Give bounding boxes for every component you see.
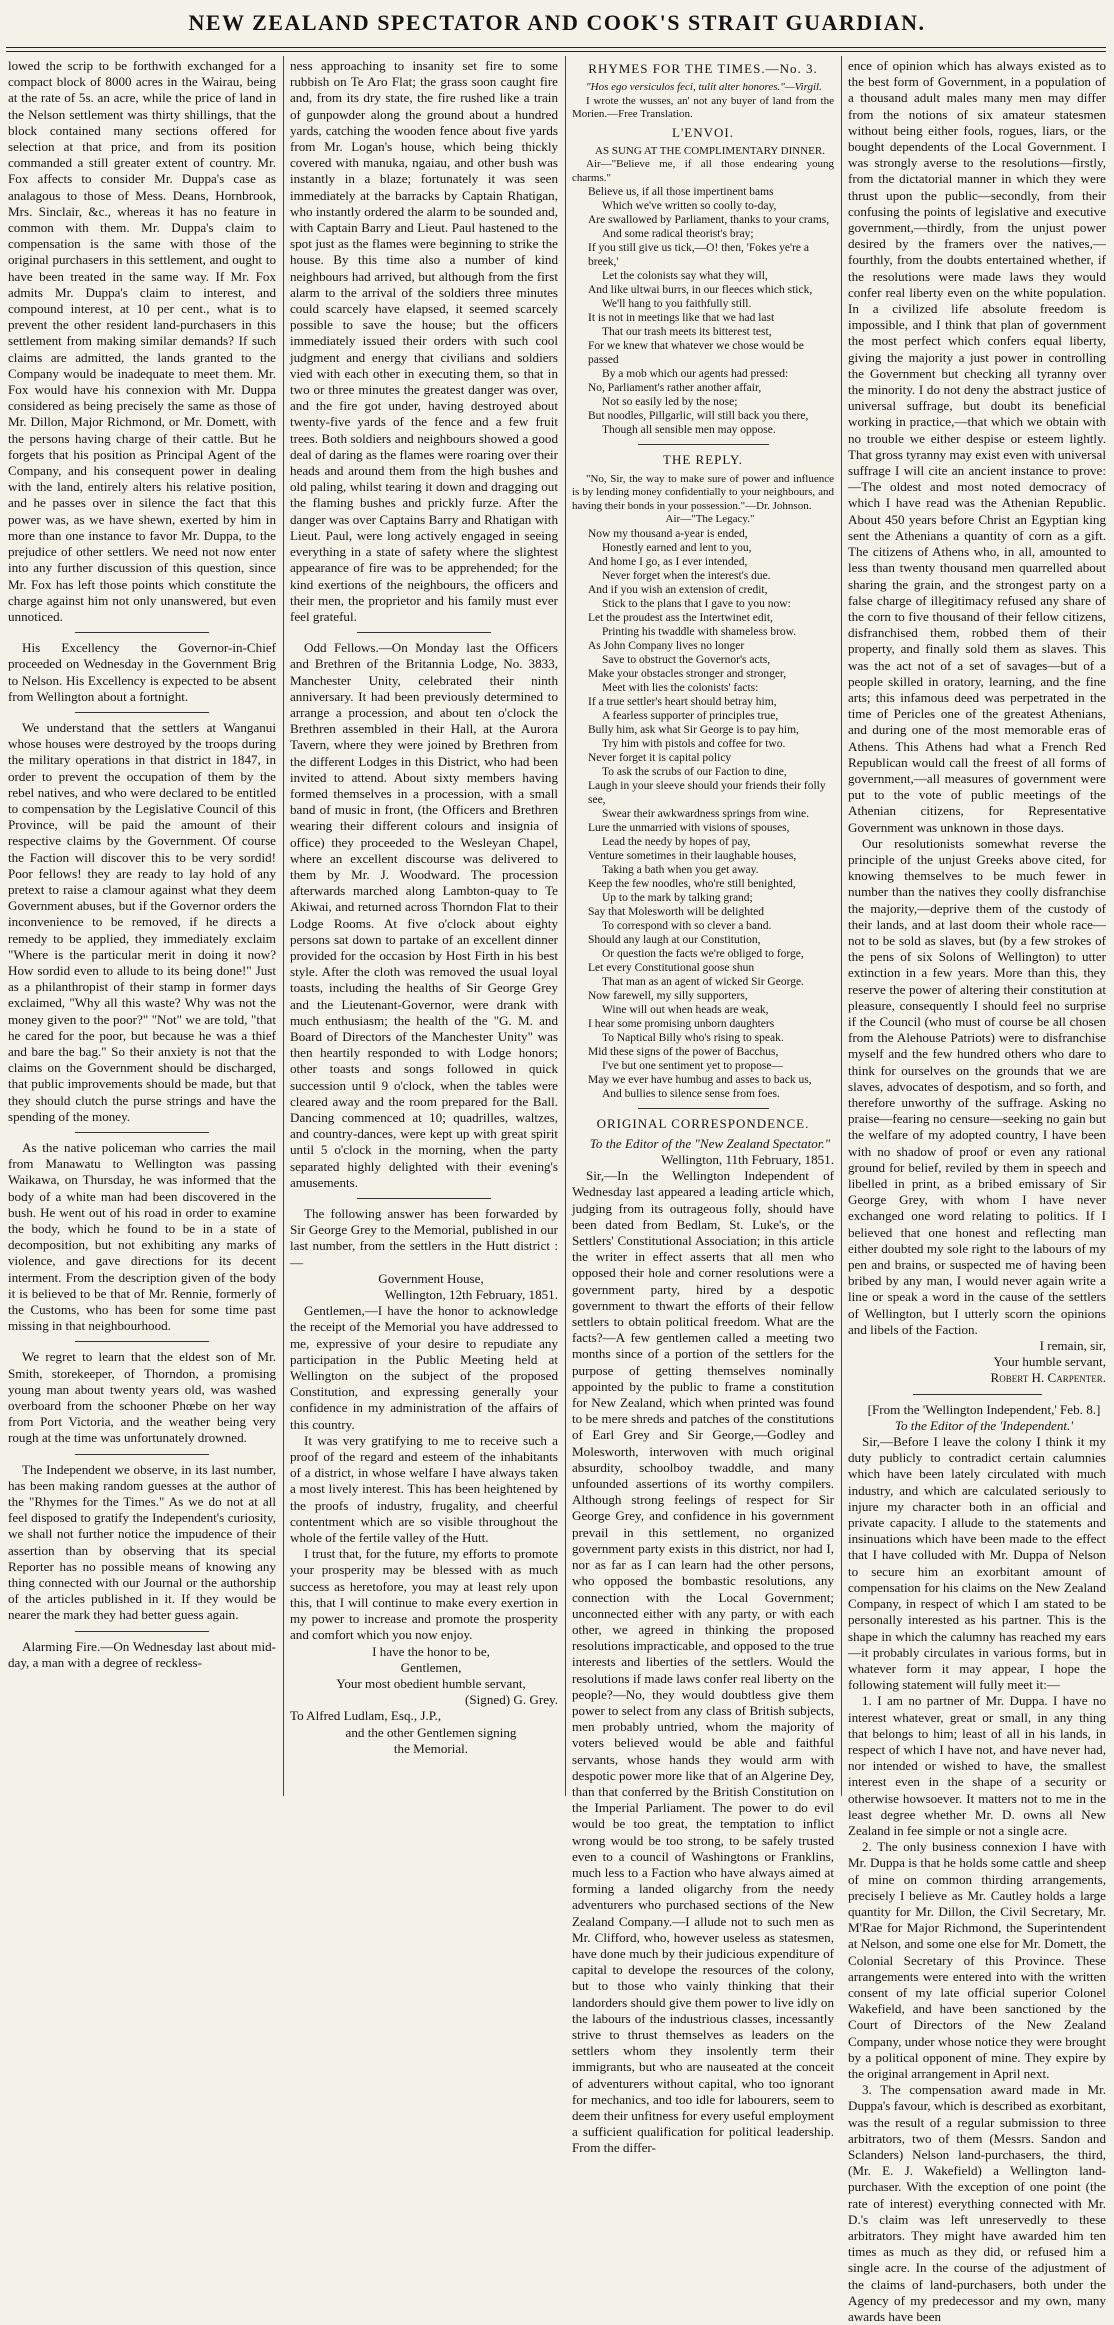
verse-line: Lure the unmarried with visions of spouses,: [588, 821, 790, 834]
letter-closing: I have the honor to be,: [372, 1643, 490, 1659]
divider: [357, 1198, 491, 1199]
verse-line: Stick to the plans that I gave to you now:: [602, 597, 791, 610]
letter-paragraph: Gentlemen,—I have the honor to acknowledge the receipt of the Memorial you have addressed to me, expressive of your desire to repudiate any participation in the Public Meeting held at Wellington on the subject of the proposed Constitution, and expressing generally your confidence in my administration of the affairs of this country.: [290, 1303, 558, 1432]
letter-recipient: the Memorial.: [393, 1740, 469, 1756]
correspondence-to: To the Editor of the "New Zealand Spectator.": [589, 1135, 831, 1151]
verse-line: We'll hang to you faithfully still.: [602, 298, 752, 311]
verse-line: And bullies to silence sense from foes.: [602, 1087, 780, 1100]
epigraph: "Hos ego versiculos feci, tulit alter honores."—Virgil.: [586, 81, 822, 94]
masthead-title: NEW ZEALAND SPECTATOR AND COOK'S STRAIT GUARDIAN.: [188, 10, 926, 35]
letter-closing: I remain, sir,: [1039, 1338, 1106, 1354]
verse-line: Should any laugh at our Constitution,: [588, 933, 761, 946]
lenvoi-verse: [572, 185, 834, 437]
verse-line: Not so easily led by the nose;: [602, 396, 738, 409]
correspondence-heading: ORIGINAL CORRESPONDENCE.: [596, 1115, 810, 1131]
divider: [75, 1341, 209, 1342]
letter-recipient: To Alfred Ludlam, Esq., J.P.,: [290, 1708, 442, 1724]
divider: [75, 632, 209, 633]
verse-line: Bully him, ask what Sir George is to pay him,: [588, 723, 799, 736]
verse-line: Try him with pistols and coffee for two.: [602, 737, 786, 750]
verse-line: If a true settler's heart should betray him,: [588, 695, 777, 708]
divider: [638, 1108, 769, 1109]
verse-line: Are swallowed by Parliament, thanks to your crams,: [588, 214, 830, 227]
verse-line: Make your obstacles stronger and stronger,: [588, 667, 787, 680]
lenvoi-heading: L'ENVOI.: [672, 124, 734, 140]
verse-line: I hear some promising unborn daughters: [588, 1017, 775, 1030]
letter-continued: ence of opinion which has always existed as to the best form of Government, in a population of a thousand adult males many men may differ from the notions of six amateur statesmen without being either fools, rogues, liars, or the bought dependents of the Local Government. I was strongly averse to the resolutions—firstly, from the dictatorial manner in which they were thrust upon the public—secondly, from their confusing the points of legislative and executive government,—thirdly, from the unjust power desired by the framers over the natives,—fourthly, from the doubts entertained whether, if the resolutions were made laws they would confer real liberty even on the white population. In a civilized life absolute freedom is impossible, and I think that plan of government the most perfect which confers equal liberty, giving the majority a just power in controlling the Government but checking all tyranny over the minority. I do not deny the abstract justice of universal suffrage, but doubt its beneficial working in practice,—that which we obtain with no trouble we either despise or esteem lightly. That gross tyranny may exist even with universal suffrage I will cite an ancient instance to prove:—The oldest and most noted democracy of which I have read was the Athenian Republic. About 450 years before Christ an Egyptian king sent the Athenians a quantity of corn as a gift. The citizens of Athens who, in all, amounted to less than twenty thousand men quarrelled about sharing the grain, and the strongest party on a false charge of illegitimacy refused any share of the corn to five thousand of their fellow citizens, disfranchised them, robbed them of their property, and finally sold them as slaves. This was the act not of a set of savages—but of a people skilled in oratory, learning, and the fine arts; this infamous deed was perpetrated in the time of Pericles one of the greatest Athenians, and during one of the most memorable eras of Athens. This Athens had what a French Red Republican would call the freest of all forms of government,—all measures of government were put to the vote of public meetings of the Athenian citizens, for Representative Government was unknown in those days.: [848, 58, 1106, 835]
verse-line: And if you wish an extension of credit,: [588, 583, 768, 596]
letter-recipient: and the other Gentlemen signing: [345, 1724, 517, 1740]
source-note: [From the 'Wellington Independent,' Feb. 8.]: [867, 1401, 1101, 1417]
letter-paragraph: It was very gratifying to me to receive such a proof of the regard and esteem of the inhabitants of a district, in whose welfare I have always taken a most lively interest. This has been heightened by the proofs of industry, frugality, and cheerful contentment which are so visible throughout the whole of the fertile valley of the Hutt.: [290, 1432, 558, 1546]
letter-address: Government House,: [378, 1270, 484, 1286]
verse-line: A fearless supporter of principles true,: [602, 709, 779, 722]
verse-line: Keep the few noodles, who're still benighted,: [588, 877, 796, 890]
letter-closing: Your humble servant,: [993, 1354, 1106, 1370]
verse-line: Never forget when the interest's due.: [602, 569, 771, 582]
letter-to: To the Editor of the 'Independent.': [894, 1417, 1074, 1433]
article-memorial-intro: The following answer has been forwarded by Sir George Grey to the Memorial, published in our last number, from the settlers in the Hutt district :—: [290, 1206, 558, 1270]
verse-line: To ask the scrubs of our Faction to dine,: [602, 765, 787, 778]
verse-line: No, Parliament's rather another affair,: [588, 382, 762, 395]
verse-line: It is not in meetings like that we had last: [588, 312, 775, 325]
verse-line: That our trash meets its bitterest test,: [602, 326, 772, 339]
divider: [75, 1454, 209, 1455]
letter-date: Wellington, 12th February, 1851.: [384, 1287, 558, 1303]
correspondence-body: Sir,—In the Wellington Independent of Wednesday last appeared a leading article which, judging from its outrageous folly, should have been dated from Bedlam, St. Luke's, or the Settlers' Constitutional Association; in this article the writer in effect asserts that all men who opposed their hole and corner resolutions were a government party, hired by a despotic government to thwart the efforts of their fellow settlers to obtain political freedom. What are the facts?—A few gentlemen called a meeting two months since of a portion of the settlers for the purpose of getting themselves nominally appointed by the public to frame a constitution for New Zealand, which when printed was found to be mere shreds and patches of the constitutions of Earl Grey and Sir George,—Godley and Molesworth, interwoven with much original absurdity, schoolboy twaddle, and many unfounded assertions of its worthy compilers. Although strong feelings of respect for Sir George Grey, and confidence in his government prevail in this settlement, no organized government party exists in this district, nor had I, nor as far as I can learn had the other persons, who opposed the bombastic resolutions, any connection with the Local Government; unconnected either with any party, or with each other, we agreed in thinking the proposed resolutions impracticable, and opposed to the true interests and liberties of the settlers. Would the resolutions if made laws confer real liberty on the people?—No, they would doubtless give them power to select from any class of British subjects, men probably untried, whom the majority of voters believed would be able and faithful servants, whose hands they would arm with despotic power more like that of an Algerine Dey, than that conferred by the British Constitution on the Imperial Parliament. The power to do evil would be too great, the temptation to inflict wrong would be too strong, to be safely trusted even to a council of Washingtons or Franklins, much less to a Faction who have always aimed at forming a landed oligarchy from the needy adventurers who purchased sections of the New Zealand Company.—I allude not to such men as Mr. Clifford, who, however useless as statesmen, have done much by their judicious expenditure of capital to develope the resources of the colony, but to those who vainly thinking that their landorders should give them power to live idly on the labours of the industrious classes, incessantly strive to thrust themselves as leaders on the settlers whom they insolently term their immigrants, but who are nauseated at the conceit of adventurers without capital, who too ignorant for mechanics, and too idle for labourers, seem to deem their unfitness for every useful employment a sufficient qualification for political leadership. From the differ-: [572, 1168, 834, 2156]
column-3: [572, 58, 834, 2156]
column-1: [8, 58, 276, 1793]
verse-line: To Naptical Billy who's rising to speak.: [602, 1031, 784, 1044]
article-duppa-continued: lowed the scrip to be forthwith exchanged for a compact block of 8000 acres in the Wairau, being at the rate of 5s. an acre, while the price of land in the Nelson settlement was thirty shillings, that the block contained many sections offered for selection at that price, and from its position commanded a still greater extent of country. Mr. Fox affects to consider Mr. Duppa's case as analagous to those of Mess. Deans, Hornbrook, Mrs. Sinclair, &c., whereas it has no feature in common with them. Mr. Duppa's claim to compensation is the same with those of the original purchasers in this settlement, and ought to have been treated in the same way. If Mr. Fox admits Mr. Duppa's claim to interest, and compound interest, at 10 per cent., what is to prevent the other resident land-purchasers in this settlement from making similar demands? If such claims are admitted, the lands granted to the Company would be inadequate to meet them. Mr. Fox would have his connexion with Mr. Duppa considered as being precisely the same as those of Mr. Dillon, Major Richmond, or Mr. Domett, with the persons having charge of their cattle. But he forgets that his position as Principal Agent of the Company, and his consequent power in dealing with the land, entirely alters his relative position, and he passes over in silence the fact that this power was, as we have shewn, exerted by him in more than one instance to favor Mr. Duppa, to the prejudice of other settlers. We need not now enter into any further discussion of this question, since Mr. Fox has left those points which constitute the charge against him not only unanswered, but even unnoticed.: [8, 58, 276, 624]
letter-paragraph: 1. I am no partner of Mr. Duppa. I have no interest whatever, great or small, in any thing that belongs to him; least of all in his lands, in respect of which I have not, and have never had, nor intended or wished to have, the smallest interest even in the shape of a security or otherwise howsoever. It matters not to me in the least degree whether Mr. D. owns all New Zealand in fee simple or not a single acre.: [848, 1693, 1106, 1838]
reply-verse: [572, 527, 834, 1101]
verse-line: Printing his twaddle with shameless brow.: [602, 625, 797, 638]
rhymes-heading: RHYMES FOR THE TIMES.—No. 3.: [588, 61, 818, 76]
column-2: [290, 58, 558, 1793]
letter-signature: (Signed) G. Grey.: [465, 1692, 558, 1708]
verse-line: Swear their awkwardness springs from wine.: [602, 807, 809, 820]
verse-line: But noodles, Pillgarlic, will still back you there,: [588, 410, 809, 423]
article-wanganui-settlers: We understand that the settlers at Wanganui whose houses were destroyed by the troops during the military operations in that district in 1847, in order to prevent the occupation of them by the rebel natives, and who were declared to be entitled to compensation by the Legislative Council of this Province, will be paid the amount of their respective claims by the Government. Of course the Faction will discover this to be very sordid! Poor fellows! they are ready to lay hold of any pretext to raise a clamour against what they deem Government abuses, but if the Governor orders the inconvenience to be removed, if he directs a remedy to be applied, they immediately exclaim "Where is the particular merit in doing it now? How sordid even to allude to its being done!" Just as a philanthropist of their stamp in former days exclaimed, "Why all this waste? Why was not the money given to the poor?" "Not" we are told, "that he cared for the poor, but because he was a thief and bare the bag." So their anxiety is not that the claims on the Government should be discharged, that public improvements should be made, but that they should clutch the purse strings and have the spending of the money.: [8, 719, 276, 1124]
reply-air: Air—"The Legacy.": [665, 513, 755, 526]
verse-line: Taking a bath when you get away.: [602, 863, 759, 876]
verse-line: Save to obstruct the Governor's acts,: [602, 653, 771, 666]
article-odd-fellows: Odd Fellows.—On Monday last the Officers and Brethren of the Britannia Lodge, No. 3833, Manchester Unity, celebrated their ninth anniversary. It had been previously determined to arrange a procession, and about ten o'clock the Brethren assembled in their Hall, at the Aurora Tavern, where they were joined by Brethren from the different Lodges in this District, who had been invited to attend. About sixty members having formed themselves in a procession, with a small band of music in front, (the Officers and Brethren wearing their different colours and insignia of office) they proceeded to the Wesleyan Chapel, where an excellent discourse was delivered to them by Mr. J. Woodward. The procession afterwards marched along Lambton-quay to Te Akiwai, and returned across Thorndon Flat to their Lodge Rooms. At five o'clock about eighty persons sat down to partake of an excellent dinner provided for the occasion by Host Firth in his best style. After the cloth was removed the usual loyal toasts, including the healths of Sir George Grey and the Lieutenant-Governor, were drank with much enthusiasm; the health of the "G. M. and Board of Directors of the Manchester Unity" was then heartily responded to with Lodge honors; other toasts and songs followed in quick succession until 9 o'clock, when the tables were cleared away and the room prepared for the Ball. Dancing commenced at 10; quadrilles, waltzes, and country-dances, were kept up with great spirit until 5 o'clock in the morning, when the party separated highly delighted with their evening's amusements.: [290, 640, 558, 1190]
verse-line: Laugh in your sleeve should your friends their folly see,: [588, 779, 826, 806]
masthead-rule-bottom: [6, 51, 1106, 52]
column-divider: [841, 56, 842, 1796]
verse-line: And some radical theorist's bray;: [602, 228, 754, 241]
verse-line: Let the proudest ass the Intertwinet edit,: [588, 611, 773, 624]
article-fire-continued: ness approaching to insanity set fire to some rubbish on Te Aro Flat; the grass soon caught fire and, from its dry state, the fire rushed like a train of gunpowder along the ground about a hundred yards, catching the wooden fence about five yards from Mr. Logan's house, which being thickly covered with manuka, ngaiau, and other bush was instantly in a blaze; fortunately it was seen immediately at the barracks by Captain Rhatigan, who instantly ordered the alarm to be sounded and, with Captain Barry and Lieut. Paul hastened to the spot just as the flames were beginning to strike the house. By this time also a number of kind neighbours had arrived, but although from the first alarm to the arrival of the soldiers three minutes could scarcely have elapsed, it seemed scarcely possible to save the house; but the officers immediately issued their orders with such cool judgment and energy that civilians and soldiers vied with each other in executing them, so that in two or three minutes the greatest danger was over, and the fire got under, having destroyed about twenty-five yards of the fence and a few fruit trees. Both soldiers and neighbours showed a good deal of daring as the flames were roaring over their heads and around them from the high bushes and old paling, whilst tearing it down and dragging out the flaming bushes and prickly furze. After the danger was over Captains Barry and Rhatigan with Lieut. Paul, were long actively engaged in seeing everything in a state of safety where the slightest appearance of fire was to be apprehended; for the kind exertions of the neighbours, the officers and their men, the proprietor and his family must ever feel grateful.: [290, 58, 558, 624]
article-alarming-fire-start: Alarming Fire.—On Wednesday last about mid-day, a man with a degree of reckless-: [8, 1638, 276, 1670]
verse-line: For we knew that whatever we chose would be passed: [588, 340, 804, 367]
epigraph: I wrote the wusses, an' not any buyer of land from the Morien.—Free Translation.: [572, 94, 834, 121]
verse-line: If you still give us tick,—O! then, 'Fokes ye're a breek,': [588, 242, 810, 269]
verse-line: Venture sometimes in their laughable houses,: [588, 849, 797, 862]
reply-epigraph: "No, Sir, the way to make sure of power and influence is by lending money confidentially to your neighbours, and having their bonds in your possession."—Dr. Johnson.: [572, 472, 834, 512]
verse-line: Say that Molesworth will be delighted: [588, 905, 764, 918]
verse-line: Let every Constitutional goose shun: [588, 961, 755, 974]
lenvoi-subheading: AS SUNG AT THE COMPLIMENTARY DINNER.: [595, 144, 825, 157]
verse-line: Or question the facts we're obliged to forge,: [602, 947, 804, 960]
verse-line: Let the colonists say what they will,: [602, 270, 768, 283]
correspondence-date: Wellington, 11th February, 1851.: [661, 1152, 834, 1168]
verse-line: May we ever have humbug and asses to back us,: [588, 1073, 812, 1086]
letter-paragraph: Sir,—Before I leave the colony I think it my duty publicly to contradict certain calumnies which have been lately circulated with much industry, and which are calculated seriously to injure my character both in an official and private capacity. I allude to the statements and insinuations which have been made to the effect that I have colluded with Mr. Duppa of Nelson to secure him an exorbitant amount of compensation for his claims on the New Zealand Company, in respect of which I am stated to be personally interested as his partner. This is the shape in which the calumny has reached my ears—it probably circulates in various forms, but in whatever form it may appear, I hope the following statement will fully meet it:—: [848, 1434, 1106, 1693]
divider: [75, 1631, 209, 1632]
divider: [75, 712, 209, 713]
verse-line: Now farewell, my silly supporters,: [588, 989, 748, 1002]
verse-line: I've but one sentiment yet to propose—: [602, 1059, 783, 1072]
reply-heading: THE REPLY.: [663, 452, 743, 468]
divider: [913, 1394, 1042, 1395]
verse-line: As John Company lives no longer: [588, 639, 745, 652]
lenvoi-air: Air—"Believe me, if all those endearing young charms.": [572, 158, 834, 184]
verse-line: Never forget it is capital policy: [588, 751, 732, 764]
letter-paragraph: 2. The only business connexion I have with Mr. Duppa is that he holds some cattle and sheep of mine on common thirding arrangements, precisely I believe as Mr. Cautley holds a large quantity for Mr. Dillon, the Civil Secretary, Mr. M'Rae for Major Richmond, the Superintendent at Nelson, and some one else for Mr. Domett, the Colonial Secretary of this Province. These arrangements were entered into with the written consent of my late official superior Colonel Wakefield, and have been sanctioned by the Court of Directors of the New Zealand Company, under whose notice they were brought by a political opponent of mine. They expire by the original arrangement in April next.: [848, 1839, 1106, 2081]
divider: [638, 444, 769, 445]
verse-line: Up to the mark by talking grand;: [602, 891, 753, 904]
masthead-rule-top: [6, 47, 1106, 48]
verse-line: Which we've written so coolly to-day,: [602, 200, 777, 213]
article-governor-brig: His Excellency the Governor-in-Chief proceeded on Wednesday in the Government Brig to Nelson. His Excellency is expected to be absent from Wellington about a fortnight.: [8, 640, 276, 704]
article-native-policeman: As the native policeman who carries the mail from Manawatu to Wellington was passing Waikawa, on Thursday, he was informed that the body of a white man had been discovered in the bush. He went out of his road in order to examine the body, which he found to be in a state of decomposition, but not exhibiting any marks of violence, and gave directions for its decent interment. From the description given of the body it is believed to be that of Mr. Rennie, formerly of the Customs, who has been for some time past missing in that neighbourhood.: [8, 1140, 276, 1334]
verse-line: Though all sensible men may oppose.: [602, 424, 776, 437]
verse-line: Meet with lies the colonists' facts:: [602, 681, 759, 694]
divider: [357, 632, 491, 633]
verse-line: Now my thousand a-year is ended,: [588, 527, 748, 540]
article-smith-drowned: We regret to learn that the eldest son of Mr. Smith, storekeeper, of Thorndon, a promising young man about twenty years old, was washed overboard from the schooner Phœbe on her way from Port Victoria, and the weather being very rough at the time was unfortunately drowned.: [8, 1349, 276, 1446]
divider: [75, 1132, 209, 1133]
verse-line: Believe us, if all those impertinent bams: [588, 186, 774, 199]
column-divider: [283, 56, 284, 1796]
verse-line: Lead the needy by hopes of pay,: [602, 835, 751, 848]
verse-line: Wine will out when heads are weak,: [602, 1003, 769, 1016]
verse-line: And home I go, as I ever intended,: [588, 555, 748, 568]
verse-line: Mid these signs of the power of Bacchus,: [588, 1045, 779, 1058]
verse-line: By a mob which our agents had pressed:: [602, 368, 789, 381]
letter-signature: Robert H. Carpenter.: [990, 1370, 1106, 1386]
letter-paragraph: 3. The compensation award made in Mr. Duppa's favour, which is described as exorbitant, was the result of a regular submission to three arbitrators, two of them (Messrs. Sandon and Sclanders) Nelson land-purchasers, the third, (Mr. E. J. Wakefield) a Wellington land-purchaser. With the exception of one point (the rate of interest) everything connected with Mr. D.'s claim was left unreservedly to these arbitrators. They might have awarded him ten times as much as they did, or refused him a single acre. In the course of the adjustment of the claims of land-purchasers, both under the Agency of my predecessor and my own, many awards have been: [848, 2082, 1106, 2325]
letter-closing: Your most obedient humble servant,: [336, 1675, 526, 1691]
verse-line: And like ultwai burrs, in our fleeces which stick,: [588, 284, 813, 297]
verse-line: To correspond with so clever a band.: [602, 919, 772, 932]
letter-paragraph: I trust that, for the future, my efforts to promote your prosperity may be blessed with as much success as heretofore, you may at least rely upon this, that I will continue to make every exertion in my power to increase and promote the prosperity and comfort which you now enjoy.: [290, 1546, 558, 1643]
letter-paragraph: Our resolutionists somewhat reverse the principle of the unjust Greeks above cited, for knowing themselves to be much fewer in number than the natives they coolly disfranchise the majority,—deprive them of the custody of their lands, and at last doom their whole race—not to be sold as slaves, but (by a few strokes of the pens of six Solons of Wellington) to utter extinction in a few years. More than this, they reserve the power of altering their constitution at pleasure, consequently I should feel no surprise if the Council (who must of course be all chosen from the Alehouse Patriots) were to disfranchise myself and the few hundred others who dare to think for ourselves on the grounds that we are slaves, advocates of despotism, and so forth, and therefore unworthy of the suffrage. Asking no praise—fearing no censure—seeking no gain but the welfare of my adopted country, I have been with no shadow of proof or even any rational ground for belief, reviled by them in speech and libelled in print, as a bribed emissary of Sir George Grey, with whom I have never exchanged one word relating to politics. If I believed that one honest and reflecting man either doubted my sole right to the labours of my pen and brains, or suspected me of having been bribed by any man, I would never again write a line or speak a word in the cause of the settlers of Wellington, but I utterly scorn the opinions and libels of the Faction.: [848, 835, 1106, 1337]
column-4: [848, 58, 1106, 2325]
column-divider: [565, 56, 566, 1796]
article-independent-guesses: The Independent we observe, in its last number, has been making random guesses at the author of the "Rhymes for the Times." As we do not at all feel disposed to gratify the Independent's curiosity, we shall not further notice the impudence of their assertion than by observing that its special Reporter has no possible means of knowing any thing connected with our Journal or the authorship of the articles published in it. If they would be nearer the mark they had better guess again.: [8, 1461, 276, 1623]
verse-line: That man as an agent of wicked Sir George.: [602, 975, 804, 988]
verse-line: Honestly earned and lent to you,: [602, 541, 752, 554]
letter-closing: Gentlemen,: [400, 1659, 462, 1675]
